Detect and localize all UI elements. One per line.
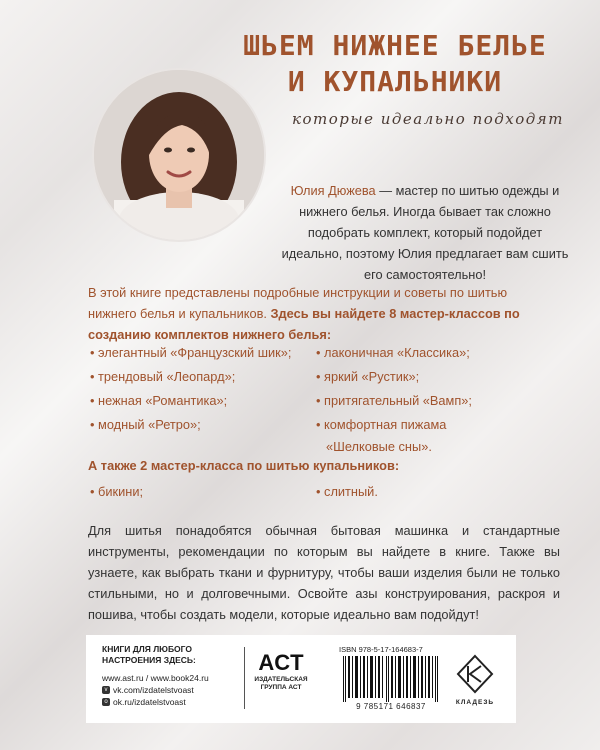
list-item: • притягательный «Вамп»; <box>316 393 472 408</box>
list-item: • элегантный «Французский шик»; <box>90 345 292 360</box>
ok-icon: o <box>102 698 110 706</box>
barcode-number: 9 785171 646837 <box>356 702 426 711</box>
footer-divider <box>244 647 245 709</box>
publisher-links <box>102 672 209 708</box>
ast-logo-mark: ACT <box>258 650 304 675</box>
book-title <box>200 28 590 100</box>
intro-highlight: Здесь вы найдете 8 мастер-классов по созданию комплектов нижнего белья: <box>88 306 520 342</box>
book-intro <box>88 282 558 345</box>
title-line-1: ШЬЕМ НИЖНЕЕ БЕЛЬЕ <box>243 29 547 62</box>
barcode-image <box>339 656 443 702</box>
website-link[interactable]: www.ast.ru / www.book24.ru <box>102 673 209 683</box>
books-slogan: КНИГИ ДЛЯ ЛЮБОГО НАСТРОЕНИЯ ЗДЕСЬ: <box>102 644 196 665</box>
ok-link[interactable]: o ok.ru/izdatelstvoast <box>102 696 209 708</box>
list-item: • слитный. <box>316 484 378 499</box>
author-portrait-image <box>94 70 264 240</box>
vk-icon: v <box>102 686 110 694</box>
lingerie-list-right <box>316 342 566 460</box>
list-item: • модный «Ретро»; <box>90 417 201 432</box>
list-item: • трендовый «Леопард»; <box>90 369 236 384</box>
list-item: • бикини; <box>90 484 144 499</box>
author-bio <box>280 180 570 285</box>
intro-text: В этой книге представлены подробные инструкции и советы по шитью нижнего белья и купальников. <box>88 285 508 321</box>
kladez-diamond-icon <box>455 654 495 694</box>
title-line-2: И КУПАЛЬНИКИ <box>287 65 503 98</box>
book-description: Для шитья понадобятся обычная бытовая машинка и стандартные инструменты, рекомендации по которым вы найдете в книге. Также вы узнаете, как выбрать ткани и фурнитуру, чтобы ваши изделия были не только стильными, но и долговечными. Освойте азы конструирования, раскроя и пошива, чтобы создать модели, которые идеально вам подойдут! <box>88 523 560 622</box>
kladez-label: КЛАДЕЗЬ <box>455 699 495 706</box>
isbn-barcode <box>339 645 443 711</box>
book-subtitle: которые идеально подходят <box>292 110 564 128</box>
list-item: • яркий «Рустик»; <box>316 369 420 384</box>
isbn-text: ISBN 978-5-17-164683-7 <box>339 645 423 654</box>
list-item: • комфортная пижама «Шелковые сны». <box>316 417 447 454</box>
swimwear-heading: А также 2 мастер-класса по шитью купальников: <box>88 458 400 473</box>
author-name: Юлия Дюжева <box>290 183 376 198</box>
author-bio-text: — мастер по шитью одежды и нижнего белья. Иногда бывает так сложно подобрать комплект, который подойдет идеально, поэтому Юлия предлагает вам сшить его самостоятельно! <box>281 183 569 282</box>
author-photo <box>94 70 264 240</box>
vk-link[interactable]: v vk.com/izdatelstvoast <box>102 684 209 696</box>
kladez-logo <box>451 654 499 706</box>
list-item: • нежная «Романтика»; <box>90 393 228 408</box>
lingerie-list-left <box>90 342 315 438</box>
ast-publisher-logo: ACT ИЗДАТЕЛЬСКАЯ ГРУППА АСТ <box>249 650 313 692</box>
list-item: • лаконичная «Классика»; <box>316 345 470 360</box>
